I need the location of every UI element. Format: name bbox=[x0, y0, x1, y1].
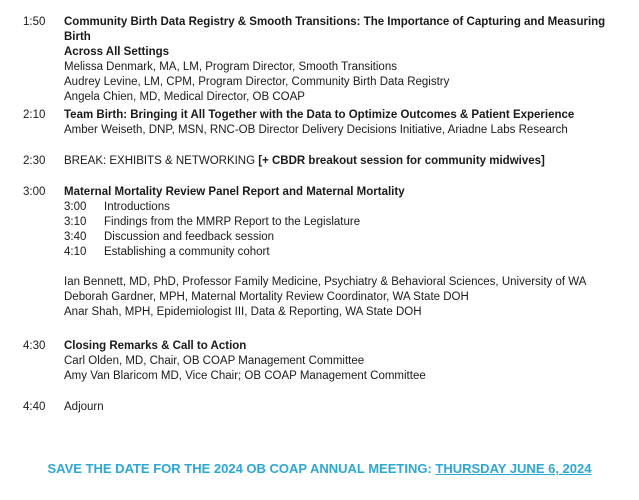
agenda-time: 3:00 bbox=[23, 186, 46, 198]
sub-item-label: Establishing a community cohort bbox=[104, 246, 270, 258]
sub-item-time: 3:10 bbox=[64, 216, 87, 228]
speaker: Carl Olden, MD, Chair, OB COAP Management Committee bbox=[64, 355, 365, 367]
agenda-time: 1:50 bbox=[23, 16, 46, 28]
sub-item bbox=[64, 215, 619, 230]
agenda-title: Closing Remarks & Call to Action bbox=[64, 340, 247, 352]
agenda-title: Community Birth Data Registry & Smooth Transitions: The Importance of Capturing and Measuring Birth bbox=[64, 16, 606, 43]
sub-item-label: Introductions bbox=[104, 201, 170, 213]
adjourn-label: Adjourn bbox=[64, 401, 104, 413]
sub-item-time: 4:10 bbox=[64, 246, 87, 258]
speaker: Deborah Gardner, MPH, Maternal Mortality Review Coordinator, WA State DOH bbox=[64, 291, 469, 303]
sub-item-label: Findings from the MMRP Report to the Legislature bbox=[104, 216, 361, 228]
save-the-date-text: SAVE THE DATE FOR THE 2024 OB COAP ANNUAL MEETING: bbox=[47, 461, 436, 476]
speaker: Audrey Levine, LM, CPM, Program Director, Community Birth Data Registry bbox=[64, 76, 450, 88]
meeting-date-link[interactable]: THURSDAY JUNE 6, 2024 bbox=[435, 461, 592, 476]
agenda-time: 4:30 bbox=[23, 340, 46, 352]
sub-item bbox=[64, 230, 619, 245]
sub-item-time: 3:00 bbox=[64, 201, 87, 213]
speaker: Ian Bennett, MD, PhD, Professor Family Medicine, Psychiatry & Behavioral Sciences, University of WA bbox=[64, 276, 587, 288]
speaker: Amy Van Blaricom MD, Vice Chair; OB COAP Management Committee bbox=[64, 370, 426, 382]
sub-item-time: 3:40 bbox=[64, 231, 87, 243]
agenda-time: 2:10 bbox=[23, 109, 46, 121]
breakout-note: [+ CBDR breakout session for community midwives] bbox=[258, 155, 545, 167]
agenda-title: Team Birth: Bringing it All Together with the Data to Optimize Outcomes & Patient Experience bbox=[64, 109, 575, 121]
speaker: Anar Shah, MPH, Epidemiologist III, Data & Reporting, WA State DOH bbox=[64, 306, 422, 318]
agenda-time: 2:30 bbox=[23, 155, 46, 167]
speaker: Amber Weiseth, DNP, MSN, RNC-OB Director Delivery Decisions Initiative, Ariadne Labs Research bbox=[64, 124, 568, 136]
break-label: BREAK: EXHIBITS & NETWORKING bbox=[64, 155, 259, 167]
speaker: Angela Chien, MD, Medical Director, OB COAP bbox=[64, 91, 305, 103]
agenda-title: Across All Settings bbox=[64, 46, 170, 58]
sub-item-label: Discussion and feedback session bbox=[104, 231, 275, 243]
sub-item bbox=[64, 245, 619, 260]
agenda-time: 4:40 bbox=[23, 401, 46, 413]
agenda-title: Maternal Mortality Review Panel Report and Maternal Mortality bbox=[64, 186, 405, 198]
sub-item bbox=[64, 200, 619, 215]
speaker: Melissa Denmark, MA, LM, Program Director, Smooth Transitions bbox=[64, 61, 397, 73]
save-the-date-banner bbox=[0, 461, 639, 476]
